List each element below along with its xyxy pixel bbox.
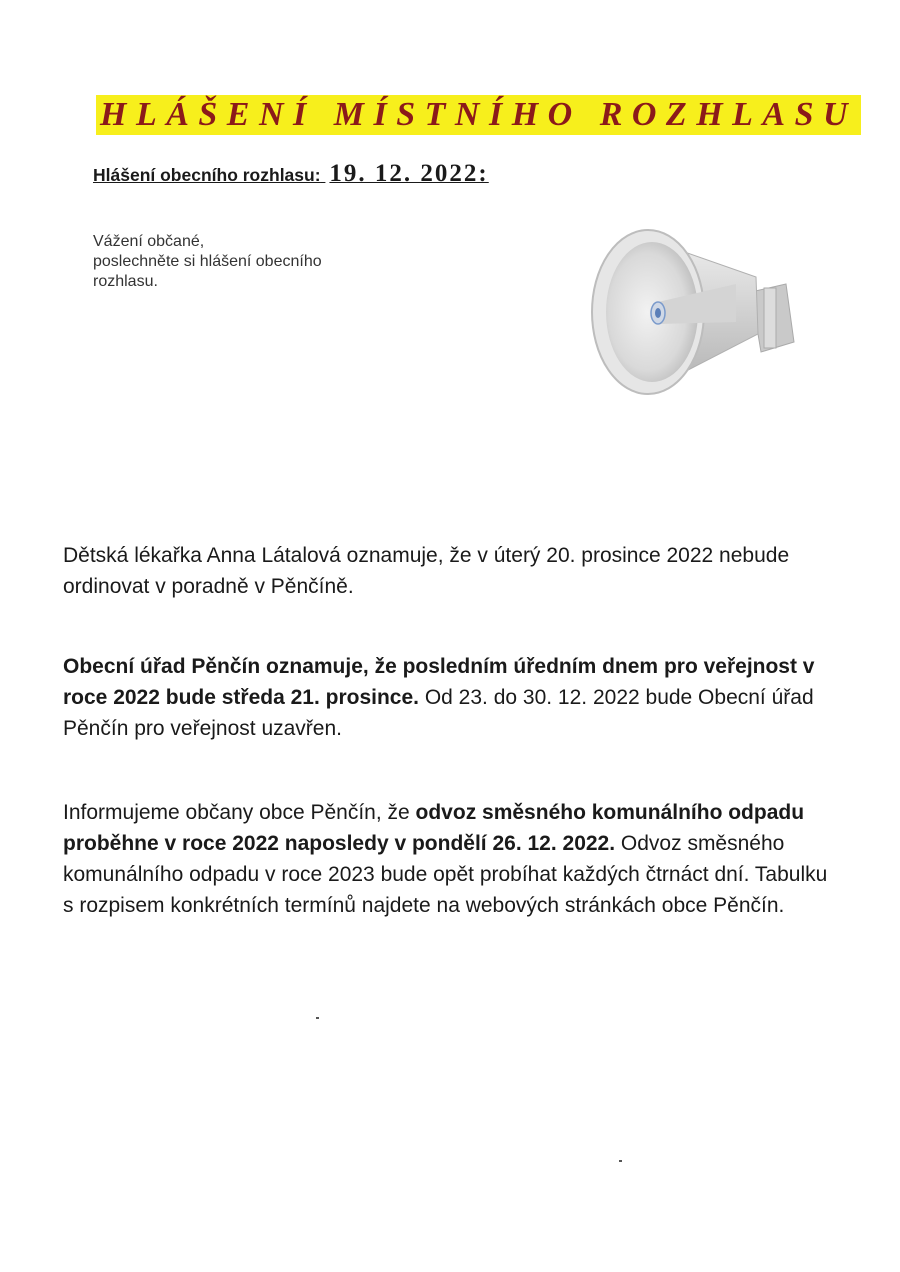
megaphone-icon [586, 222, 801, 407]
greeting-line: rozhlasu. [93, 273, 158, 290]
scan-speck [619, 1160, 622, 1162]
announcement-label: Hlášení obecního rozhlasu: [93, 165, 321, 185]
greeting-line: Vážení občané, [93, 233, 205, 250]
announcement-heading [93, 160, 489, 188]
announcement-pediatrician [63, 540, 843, 602]
paragraph-text: Dětská lékařka Anna Látalová oznamuje, že v úterý 20. prosince 2022 nebude ordinovat v poradně v Pěnčíně. [63, 544, 790, 598]
greeting-line: poslechněte si hlášení obecního [93, 253, 322, 270]
paragraph-bold-text: Obecní úřad Pěnčín oznamuje, že posledním úředním dnem pro veřejnost v roce 2022 bude středa 21. prosince. [63, 655, 815, 709]
paragraph-text: Od 23. do 30. 12. 2022 bude Obecní úřad Pěnčín pro veřejnost uzavřen. [63, 686, 814, 740]
paragraph-bold-text: odvoz směsného komunálního odpadu proběhne v roce 2022 naposledy v pondělí 26. 12. 2022. [63, 801, 805, 855]
announcement-date: 19. 12. 2022: [329, 160, 489, 187]
greeting [93, 232, 322, 292]
announcement-waste-collection [63, 797, 843, 921]
page-title: HLÁŠENÍ MÍSTNÍHO ROZHLASU [96, 95, 861, 135]
paragraph-text: Odvoz směsného komunálního odpadu v roce 2023 bude opět probíhat každých čtrnáct dní. Tabulku s rozpisem konkrétních termínů najdete na webových stránkách obce Pěnčín. [63, 832, 828, 917]
title-banner [96, 95, 861, 135]
scan-speck [316, 1017, 319, 1019]
paragraph-text: Informujeme občany obce Pěnčín, že [63, 801, 416, 824]
announcement-office-hours [63, 651, 843, 744]
